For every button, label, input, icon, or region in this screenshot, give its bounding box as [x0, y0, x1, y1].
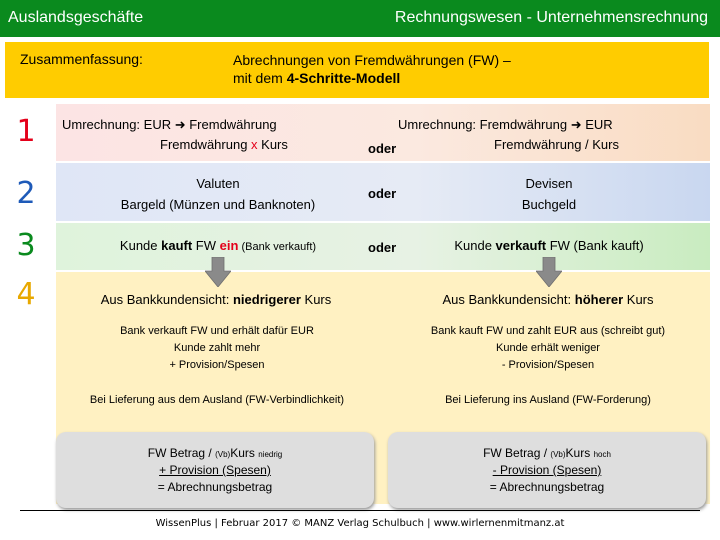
calc-left-line-3: = Abrechnungsbetrag — [157, 480, 273, 494]
arrow-right-icon: ➜ — [174, 117, 186, 132]
row2-left-sub: Bargeld (Münzen und Banknoten) — [120, 197, 316, 212]
row2-right-sub: Buchgeld — [521, 197, 577, 212]
calc-box-left — [56, 432, 374, 508]
row4-right-desc-3: - Provision/Spesen — [501, 359, 595, 371]
footer-text: WissenPlus | Februar 2017 © MANZ Verlag Schulbuch | www.wirlernenmitmanz.at — [155, 518, 565, 529]
row4-right-desc-2: Kunde erhält weniger — [496, 342, 600, 354]
calc-right-line-1: FW Betrag / (Vb)Kurs hoch — [483, 446, 611, 460]
row4-left-desc-2: Kunde zahlt mehr — [173, 342, 261, 354]
row4-left-heading: Aus Bankkundensicht: niedrigerer Kurs — [100, 292, 332, 307]
row3-left-text: Kunde kauft FW ein (Bank verkauft) — [119, 238, 317, 253]
row3-right-text: Kunde verkauft FW (Bank kauft) — [454, 238, 644, 253]
header-bar — [0, 0, 720, 37]
summary-text — [233, 51, 511, 87]
step-number-4: 4 — [16, 277, 36, 312]
calc-right-line-3: = Abrechnungsbetrag — [489, 480, 605, 494]
summary-box — [5, 42, 709, 98]
row4-left-desc-3: + Provision/Spesen — [169, 359, 265, 371]
summary-label: Zusammenfassung: — [20, 51, 143, 67]
row2-right-title: Devisen — [525, 176, 573, 191]
row2-oder: oder — [368, 186, 397, 201]
row4-right-desc-1: Bank kauft FW und zahlt EUR aus (schreibt gut) — [430, 325, 666, 337]
down-arrow-icon — [205, 257, 231, 287]
row4-left-delivery: Bei Lieferung aus dem Ausland (FW-Verbindlichkeit) — [89, 394, 345, 406]
row4-right-heading: Aus Bankkundensicht: höherer Kurs — [442, 292, 654, 307]
footer-divider — [20, 510, 700, 511]
arrow-right-icon: ➜ — [570, 117, 582, 132]
step-number-1: 1 — [16, 114, 36, 149]
calc-left-line-2: + Provision (Spesen) — [159, 463, 271, 477]
down-arrow-icon — [536, 257, 562, 287]
step-number-2: 2 — [16, 176, 36, 211]
row1-oder: oder — [368, 141, 397, 156]
calc-left-line-1: FW Betrag / (Vb)Kurs niedrig — [147, 446, 283, 460]
header-left-title: Auslandsgeschäfte — [8, 9, 144, 26]
row1-left-heading: Umrechnung: EUR ➜ Fremdwährung — [62, 117, 277, 132]
row4-left-desc-1: Bank verkauft FW und erhält dafür EUR — [120, 325, 314, 337]
summary-line-1: Abrechnungen von Fremdwährungen (FW) – — [233, 52, 511, 68]
summary-line-2: mit dem 4-Schritte-Modell — [233, 70, 401, 86]
header-right-title: Rechnungswesen - Unternehmensrechnung — [394, 9, 708, 26]
row4-right-delivery: Bei Lieferung ins Ausland (FW-Forderung) — [445, 394, 651, 406]
row1-left-formula: Fremdwährung x Kurs — [160, 137, 288, 152]
step-number-3: 3 — [16, 228, 36, 263]
row1-right-heading: Umrechnung: Fremdwährung ➜ EUR — [398, 117, 613, 132]
calc-box-right — [388, 432, 706, 508]
row1-right-formula: Fremdwährung / Kurs — [494, 137, 619, 152]
summary-model-name: 4-Schritte-Modell — [286, 70, 401, 86]
calc-right-line-2: - Provision (Spesen) — [492, 463, 602, 477]
row3-oder: oder — [368, 240, 397, 255]
row2-left-title: Valuten — [196, 176, 240, 191]
